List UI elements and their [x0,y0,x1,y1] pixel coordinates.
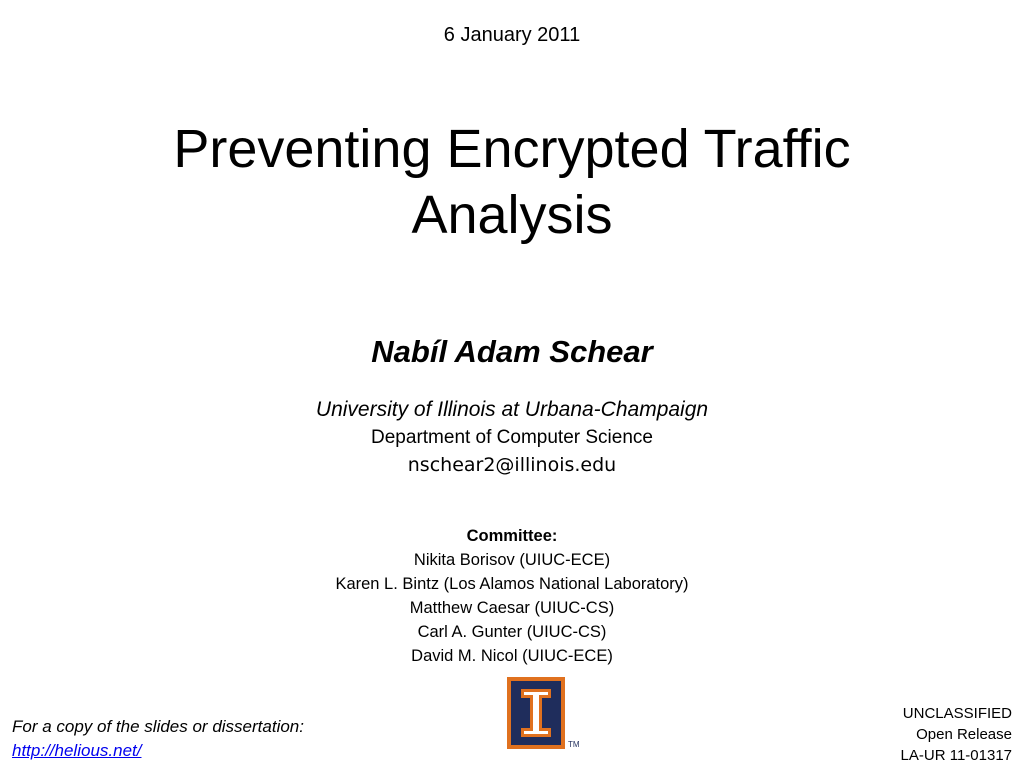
university-name: University of Illinois at Urbana-Champaign [315,398,709,421]
author-name: Nabíl Adam Schear [371,334,653,369]
committee-member: Nikita Borisov (UIUC-ECE) [413,551,611,569]
committee-heading: Committee: [466,527,558,545]
title-line-2: Analysis [411,185,613,245]
copy-note-text: For a copy of the slides or dissertation: [12,717,304,736]
classification-line: LA-UR 11-01317 [900,747,1012,764]
author-email: nschear2@illinois.edu [407,454,617,476]
slides-link[interactable]: http://helious.net/ [12,741,142,760]
classification-line: Open Release [916,726,1012,743]
committee-member: Karen L. Bintz (Los Alamos National Laboratory) [335,575,689,593]
trademark-mark: TM [568,740,580,749]
block-i-logo-icon [506,676,586,750]
committee-list [0,524,1024,668]
committee-member: Carl A. Gunter (UIUC-CS) [417,623,607,641]
classification-line: UNCLASSIFIED [902,705,1012,722]
slide-title [0,116,1024,248]
title-line-1: Preventing Encrypted Traffic [173,119,851,179]
department-name: Department of Computer Science [371,427,653,448]
committee-member: David M. Nicol (UIUC-ECE) [411,647,613,665]
committee-member: Matthew Caesar (UIUC-CS) [409,599,615,617]
copy-note [12,715,304,763]
classification-block [901,703,1012,766]
slide-date: 6 January 2011 [443,24,581,46]
